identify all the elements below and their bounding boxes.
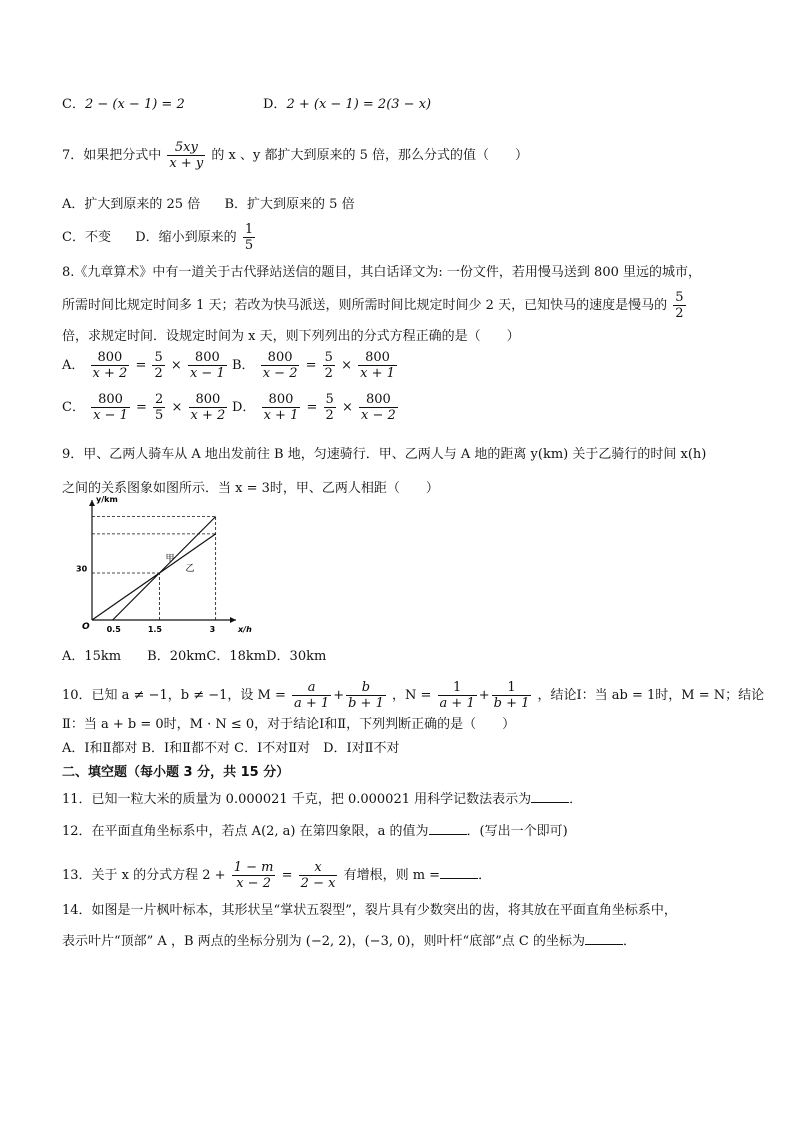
q8-d-r-num: 800	[365, 392, 391, 407]
q7-option-c: C．不变	[62, 230, 111, 245]
q9-chart-root	[76, 495, 252, 634]
q10-line2: Ⅱ：当 a + b = 0时，M · N ≤ 0，对于结论Ⅰ和Ⅱ，下列判断正确的是（ ）	[62, 717, 516, 732]
q8-d-k-num: 5	[325, 392, 334, 407]
q13	[62, 860, 491, 891]
q8-ratio-fraction	[673, 290, 685, 321]
series-line-jia	[113, 517, 216, 620]
q8-d-k	[324, 392, 336, 423]
q7-frac-den: x + y	[169, 156, 204, 171]
q10-answers: A．Ⅰ和Ⅱ都对 B．Ⅰ和Ⅱ都不对 C．Ⅰ不对Ⅱ对 D．Ⅰ对Ⅱ不对	[62, 741, 400, 756]
q8-b-k-den: 2	[324, 366, 333, 381]
q8-option-c	[62, 392, 229, 423]
q8-line1: 8.《九章算术》中有一道关于古代驿站送信的题目，其白话译文为: 一份文件，若用慢马送到 800 里远的城市，	[62, 265, 701, 280]
q13-f1-den: x − 2	[232, 875, 276, 891]
q8-d-r-den: x − 2	[361, 408, 396, 423]
q8-line3: 倍，求规定时间．设规定时间为 x 天，则下列列出的分式方程正确的是（ ）	[62, 329, 520, 344]
q8-b-l-num: 800	[267, 350, 293, 365]
x-axis-label: x/h	[238, 625, 252, 634]
q8-c-r-num: 800	[195, 392, 221, 407]
q8-d-l-den: x + 1	[263, 408, 299, 423]
q13-eq: =	[281, 868, 293, 883]
q10-n2-den: b + 1	[493, 696, 530, 711]
y-axis-label: y/km	[96, 495, 118, 504]
q8-b-r-den: x + 1	[360, 366, 395, 381]
q8-d-label: D．	[232, 400, 256, 415]
q14-line2-text: 表示叶片“顶部” A ，B 两点的坐标分别为 (−2, 2)，(−3, 0)，则叶杆“底部”点 C 的坐标为	[62, 934, 585, 949]
q10-line1-tail: ，结论Ⅰ：当 ab = 1时，M = N；结论	[537, 688, 765, 703]
q8-b-left	[261, 350, 300, 381]
q8-c-eq: =	[136, 400, 147, 415]
q6-options-cd	[62, 96, 431, 114]
q10-line1: 10．已知 a ≠ −1，b ≠ −1，设 M = $\frac{a}{a + 1}$ + $\frac{b}{b + 1}$ ，N = $\frac{1}{a + 1}$ + $\frac{1}{b + 1}$ ，结论Ⅰ：当 ab = 1时，M = N；结论	[62, 680, 765, 711]
q13-f2	[299, 860, 338, 891]
q8-b-k	[323, 350, 335, 381]
x-tick-1: 1.5	[147, 625, 162, 634]
q7-fraction	[167, 140, 205, 171]
q13-f2-num: x	[314, 860, 322, 875]
q8-a-left	[91, 350, 130, 381]
q8-a-label: A．	[62, 358, 85, 373]
q8-line2-text: 所需时间比规定时间多 1 天；若改为快马派送，则所需时间比规定时间少 2 天，已知快马的速度是慢马的	[62, 298, 668, 313]
series-line-yi	[92, 534, 216, 620]
q8-option-d	[232, 392, 400, 423]
q8-d-right	[359, 392, 398, 423]
q8-c-times: ×	[171, 400, 183, 415]
q8-d-left	[262, 392, 301, 423]
q8-c-r-den: x + 2	[190, 408, 226, 423]
series-label-jia: 甲	[165, 554, 175, 565]
q7-d-den: 5	[244, 238, 254, 253]
q8-ratio-num: 5	[675, 290, 684, 305]
q10-n1	[438, 680, 477, 711]
origin-label: O	[82, 622, 90, 632]
q8-b-right	[358, 350, 397, 381]
q7-frac-num: 5xy	[174, 140, 198, 155]
q8-d-k-den: 2	[325, 408, 334, 423]
q7-prefix: 7．如果把分式中	[62, 148, 162, 163]
q13-answer-blank[interactable]	[440, 866, 478, 879]
q7-d-num: 1	[244, 222, 254, 237]
q6-c-label: C．	[62, 97, 85, 112]
x-tick-2: 3	[209, 625, 216, 634]
q8-c-l-den: x − 1	[93, 408, 128, 423]
y-tick-0: 30	[76, 564, 88, 574]
q8-a-k-num: 5	[154, 350, 163, 365]
q8-d-eq: =	[306, 400, 318, 415]
series-label-yi: 乙	[185, 564, 195, 575]
q12-tail: ．(写出一个即可)	[466, 824, 568, 839]
q8-b-r-num: 800	[365, 350, 390, 365]
q8-a-l-num: 800	[97, 350, 123, 365]
q10-m1-num: a	[307, 680, 316, 695]
q13-tail: ．	[478, 868, 492, 883]
q8-a-l-den: x + 2	[92, 366, 128, 381]
q8-c-k-den: 5	[155, 408, 164, 423]
q8-b-l-den: x − 2	[262, 366, 298, 381]
q7-option-d: D．缩小到原来的	[135, 230, 237, 245]
q8-line2	[62, 290, 688, 321]
q10-n2	[492, 680, 532, 711]
q8-option-a	[62, 350, 229, 381]
q8-a-times: ×	[170, 358, 182, 373]
q9-line2: 之间的关系图象如图所示．当 x = 3时，甲、乙两人相距（ ）	[62, 481, 439, 496]
q7-stem	[62, 140, 528, 171]
q8-a-r-den: x − 1	[189, 366, 225, 381]
q13-f1	[232, 860, 276, 891]
q12	[62, 822, 568, 841]
q8-b-eq: =	[305, 358, 317, 373]
x-axis-arrow	[230, 617, 236, 623]
q8-b-k-num: 5	[324, 350, 333, 365]
q11-text: 11．已知一粒大米的质量为 0.000021 千克，把 0.000021 用科学记数法表示为	[62, 792, 532, 807]
q10-m2	[346, 680, 386, 711]
q8-a-k-den: 2	[154, 366, 163, 381]
q10-m2-num: b	[361, 680, 371, 695]
x-tick-0: 0.5	[106, 625, 121, 634]
q8-d-l-num: 800	[268, 392, 294, 407]
q8-d-times: ×	[341, 400, 353, 415]
q7-option-b: B．扩大到原来的 5 倍	[224, 197, 355, 212]
q8-b-label: B．	[232, 358, 255, 373]
q12-text: 12．在平面直角坐标系中，若点 A(2, a) 在第四象限，a 的值为	[62, 824, 429, 839]
q12-answer-blank[interactable]	[429, 822, 467, 835]
q7-options-ab	[62, 196, 355, 214]
q7-option-a: A．扩大到原来的 25 倍	[62, 197, 201, 212]
q11	[62, 790, 582, 809]
q8-a-k	[152, 350, 164, 381]
q8-a-eq: =	[135, 358, 147, 373]
q8-option-b	[232, 350, 399, 381]
q6-c-expr: 2 − (x − 1) = 2	[84, 97, 185, 112]
q14-line2	[62, 932, 636, 951]
q10-m1	[292, 680, 331, 711]
q7-suffix: 的 x 、y 都扩大到原来的 5 倍，那么分式的值（ ）	[211, 148, 529, 163]
q8-c-k	[153, 392, 165, 423]
q11-tail: ．	[569, 792, 583, 807]
q9-line1: 9．甲、乙两人骑车从 A 地出发前往 B 地，匀速骑行．甲、乙两人与 A 地的距离 y(km) 关于乙骑行的时间 x(h)	[62, 447, 707, 462]
q6-d-label: D．	[263, 97, 287, 112]
q14-line1: 14．如图是一片枫叶标本，其形状呈“掌状五裂型”，裂片具有少数突出的齿，将其放在平面直角坐标系中，	[62, 903, 677, 918]
q13-mid: 有增根，则 m =	[343, 868, 441, 883]
q13-f1-num: 1 − m	[233, 860, 274, 875]
q8-a-r-num: 800	[194, 350, 220, 365]
section2-title: 二、填空题（每小题 3 分，共 15 分）	[62, 765, 290, 780]
q14-tail: ．	[622, 934, 636, 949]
q8-c-left	[91, 392, 130, 423]
q10-line1-text: 10．已知 a ≠ −1，b ≠ −1，设 M =	[62, 688, 286, 703]
q10-n2-num: 1	[507, 680, 516, 695]
q8-b-times: ×	[341, 358, 352, 373]
q9-answers: A．15km B．20kmC．18kmD．30km	[62, 649, 327, 664]
q7-options-cd	[62, 222, 257, 253]
q8-ratio-den: 2	[675, 306, 684, 321]
q10-m2-den: b + 1	[348, 696, 384, 711]
q10-n-label: ，N =	[391, 688, 432, 703]
q7-d-fraction	[243, 222, 255, 253]
q8-c-label: C．	[62, 400, 85, 415]
q10-n1-num: 1	[452, 680, 462, 695]
y-axis-arrow	[89, 500, 95, 506]
q10-m1-den: a + 1	[294, 696, 330, 711]
q9-graph	[68, 495, 252, 642]
q10-n1-den: a + 1	[439, 696, 475, 711]
q13-prefix: 13．关于 x 的分式方程 2 +	[62, 868, 226, 883]
q8-c-right	[189, 392, 228, 423]
q6-d-expr: 2 + (x − 1) = 2(3 − x)	[286, 97, 432, 112]
q13-f2-den: 2 − x	[300, 876, 336, 891]
q8-c-l-num: 800	[98, 392, 123, 407]
q14-answer-blank[interactable]	[585, 932, 623, 945]
q8-a-right	[188, 350, 227, 381]
q11-answer-blank[interactable]	[531, 790, 569, 803]
q8-c-k-num: 2	[155, 392, 164, 407]
